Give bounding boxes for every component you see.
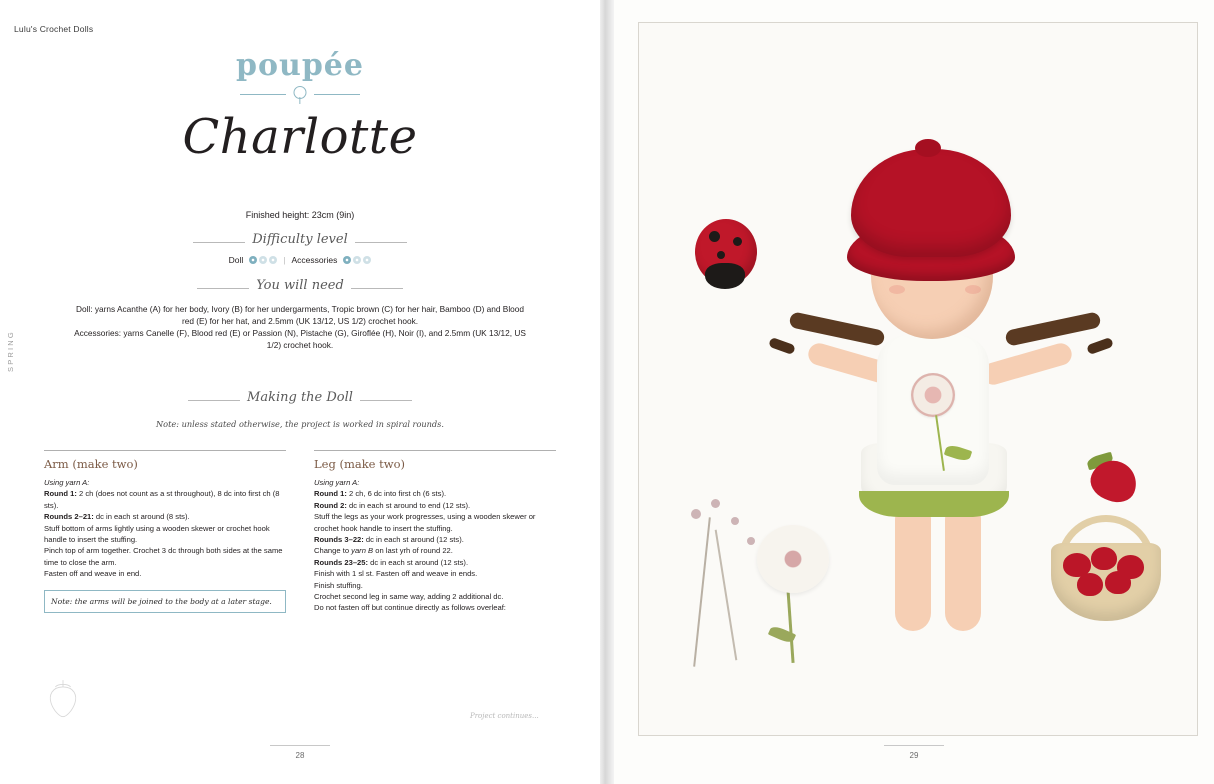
- strawberry-decoration-icon: [46, 676, 80, 720]
- arm-note-box: Note: the arms will be joined to the body at a later stage.: [44, 590, 286, 613]
- leg-line-0: Using yarn A:: [314, 478, 360, 487]
- arm-line-4: Pinch top of arm together. Crochet 3 dc through both sides at the same time to close the arm.: [44, 546, 283, 567]
- doll-cheek-left: [889, 285, 905, 294]
- crochet-daisy: [757, 525, 829, 593]
- column-title-leg: Leg (make two): [314, 457, 406, 471]
- section-tab: SPRING: [6, 330, 15, 372]
- arm-line-2: Rounds 2–21: dc in each st around (8 sts).: [44, 512, 190, 522]
- ladybird-spot: [733, 237, 742, 246]
- dried-bud: [747, 537, 755, 545]
- column-rule: [44, 450, 286, 451]
- folio-right: [614, 745, 1214, 760]
- basket-strawberry: [1091, 547, 1117, 570]
- title-doll-name: Charlotte: [182, 109, 418, 165]
- running-head: Lulu's Crochet Dolls: [14, 24, 94, 34]
- leg-line-7: Finish with 1 sl st. Fasten off and weave in ends.: [314, 569, 478, 579]
- making-section: [0, 390, 600, 429]
- materials-heading-text: You will need: [256, 278, 344, 293]
- doll-leg-left: [895, 501, 931, 631]
- doll-hat-top-knot: [915, 139, 941, 157]
- ladybird-spot: [709, 231, 720, 242]
- basket-strawberry: [1077, 573, 1103, 596]
- doll-braid-left: [788, 311, 885, 347]
- flower-icon: [343, 256, 351, 264]
- dress-flower-motif: [911, 373, 955, 417]
- difficulty-heading-text: Difficulty level: [252, 232, 348, 247]
- difficulty-doll-label: Doll: [228, 255, 244, 265]
- dried-bud: [711, 499, 720, 508]
- column-title-arm: Arm (make two): [44, 457, 138, 471]
- dried-stem: [715, 530, 738, 661]
- difficulty-separator: |: [283, 255, 286, 265]
- column-arm: [44, 450, 286, 614]
- materials-heading: [0, 278, 600, 293]
- difficulty-row: [0, 255, 600, 265]
- dried-bud: [731, 517, 739, 525]
- ladybird-head: [705, 263, 745, 289]
- making-heading-text: Making the Doll: [247, 390, 353, 405]
- project-photo: [638, 22, 1198, 736]
- daisy-stem: [786, 589, 794, 663]
- finished-height: Finished height: 23cm (9in): [245, 210, 355, 220]
- instruction-columns: [44, 450, 556, 614]
- materials-line-doll: Doll: yarns Acanthe (A) for her body, Ivory (B) for her undergarments, Tropic brown (C) for her hair, Bamboo (D) and Blood red (E) for her hat, and 2.5mm (UK 13/12, US 1/2) crochet hook.: [75, 304, 525, 327]
- leg-line-10: Do not fasten off but continue directly as follows overleaf:: [314, 603, 506, 613]
- page-title: [0, 48, 600, 165]
- page-number-right: 29: [909, 751, 919, 760]
- doll-hat: [851, 149, 1011, 257]
- doll-arm-right: [980, 341, 1075, 388]
- difficulty-section: [0, 232, 600, 265]
- project-continues-note: Project continues...: [470, 712, 539, 720]
- leg-line-1: Round 1: 2 ch, 6 dc into first ch (6 sts).: [314, 489, 447, 499]
- arm-line-5: Fasten off and weave in end.: [44, 569, 142, 579]
- doll-cheek-right: [965, 285, 981, 294]
- title-ornament-icon: [240, 85, 360, 103]
- flower-icon: [269, 256, 277, 264]
- column-rule: [314, 450, 556, 451]
- folio-left: [0, 745, 600, 760]
- dried-bud: [691, 509, 701, 519]
- difficulty-heading: [0, 232, 600, 247]
- materials-body: [70, 303, 530, 351]
- difficulty-accessories-label: Accessories: [291, 255, 338, 265]
- making-heading: [0, 390, 600, 405]
- flower-icon: [259, 256, 267, 264]
- dried-stem: [693, 517, 711, 666]
- right-page: [614, 0, 1214, 784]
- left-page: [0, 0, 600, 784]
- arm-line-0: Using yarn A:: [44, 478, 90, 487]
- doll-braid-tip-right: [1086, 337, 1114, 355]
- leg-line-9: Crochet second leg in same way, adding 2 additional dc.: [314, 591, 504, 601]
- column-leg: [314, 450, 556, 614]
- leg-line-6: Rounds 23–25: dc in each st around (12 sts).: [314, 557, 469, 567]
- leg-line-2: Round 2: dc in each st around to end (12 sts).: [314, 500, 471, 510]
- leg-line-5: Change to yarn B on last yrh of round 22.: [314, 546, 453, 556]
- doll-braid-tip-left: [768, 337, 796, 355]
- flower-icon: [353, 256, 361, 264]
- making-note: Note: unless stated otherwise, the project is worked in spiral rounds.: [156, 419, 444, 429]
- ladybird-spot: [717, 251, 725, 259]
- materials-section: [0, 278, 600, 351]
- arm-line-3: Stuff bottom of arms lightly using a wooden skewer or crochet hook handle to insert the stuffing.: [44, 523, 270, 544]
- arm-line-1: Round 1: 2 ch (does not count as a st throughout), 8 dc into first ch (8 sts).: [44, 489, 280, 510]
- flower-icon: [249, 256, 257, 264]
- difficulty-accessories-rating: [343, 256, 371, 264]
- flower-icon: [363, 256, 371, 264]
- doll-leg-right: [945, 501, 981, 631]
- book-gutter: [600, 0, 614, 784]
- doll-braid-right: [1004, 311, 1101, 347]
- basket-strawberry: [1105, 571, 1131, 594]
- doll-skirt-trim: [859, 491, 1009, 517]
- leg-line-8: Finish stuffing.: [314, 580, 363, 590]
- leg-line-3: Stuff the legs as your work progresses, using a wooden skewer or crochet hook handle to insert the stuffing.: [314, 512, 536, 533]
- leg-line-4: Rounds 3–22: dc in each st around (12 sts).: [314, 534, 464, 544]
- title-poupee: poupée: [236, 48, 364, 83]
- materials-line-accessories: Accessories: yarns Canelle (F), Blood red (E) or Passion (N), Pistache (G), Giroflée (H), Noir (I), and 2.5mm (UK 13/12, US 1/2) crochet hook.: [74, 328, 526, 351]
- page-number-left: 28: [295, 751, 305, 760]
- difficulty-doll-rating: [249, 256, 277, 264]
